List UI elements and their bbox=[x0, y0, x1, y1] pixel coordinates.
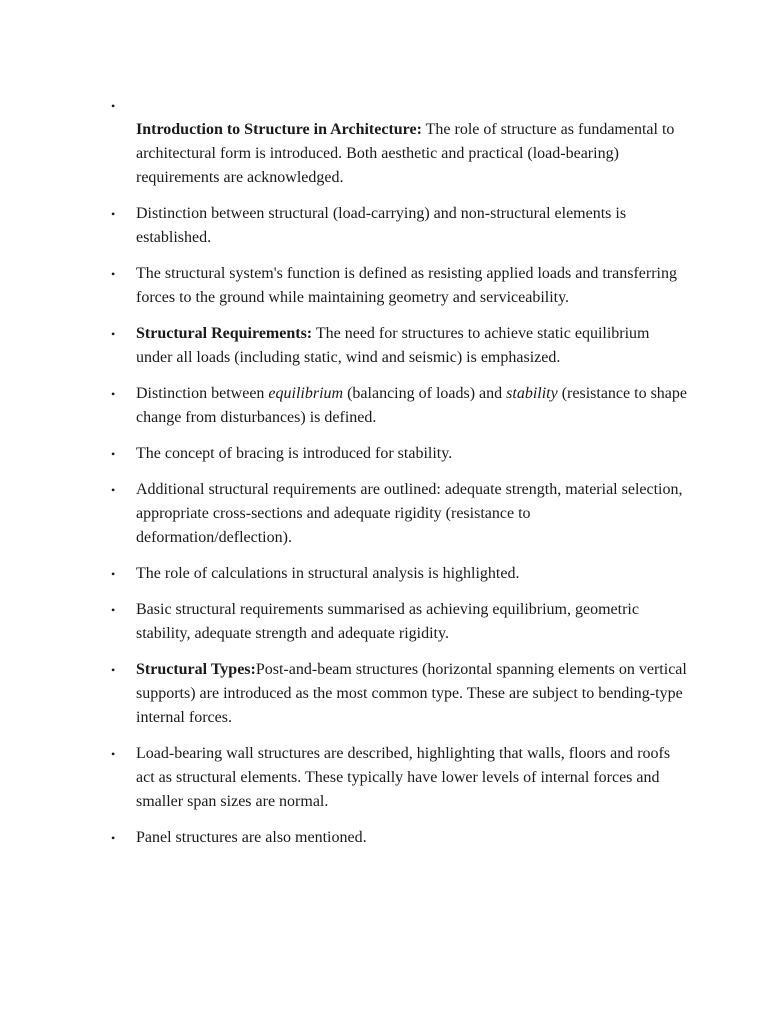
bullet-icon: • bbox=[111, 567, 116, 581]
list-item bbox=[108, 382, 688, 430]
list-item-text: Distinction between structural (load-carrying) and non-structural elements is established. bbox=[136, 205, 627, 246]
term-stability: stability bbox=[506, 385, 558, 402]
list-item bbox=[108, 562, 688, 586]
list-item-text: Basic structural requirements summarised as achieving equilibrium, geometric stability, adequate strength and adequate rigidity. bbox=[136, 601, 639, 642]
list-item bbox=[108, 202, 688, 250]
bullet-icon: • bbox=[111, 831, 116, 845]
list-item bbox=[108, 262, 688, 310]
list-item bbox=[108, 742, 688, 814]
bullet-list bbox=[108, 94, 688, 862]
list-item-text: (resistance to shape change from disturbances) is defined. bbox=[136, 385, 687, 426]
bullet-icon: • bbox=[111, 207, 116, 221]
bullet-icon: • bbox=[111, 387, 116, 401]
list-item-text: Distinction between bbox=[136, 385, 269, 402]
bullet-icon: • bbox=[111, 663, 116, 677]
bullet-icon: • bbox=[111, 747, 116, 761]
list-item bbox=[108, 598, 688, 646]
bullet-icon: • bbox=[111, 603, 116, 617]
list-item-text: The role of calculations in structural analysis is highlighted. bbox=[136, 565, 520, 582]
empty-line bbox=[136, 94, 688, 118]
list-item-text: The structural system's function is defined as resisting applied loads and transferring forces to the ground while maintaining geometry and serviceability. bbox=[136, 265, 677, 306]
list-item-text: The role of structure as fundamental to architectural form is introduced. Both aesthetic and practical (load-bearing) requirements are acknowledged. bbox=[136, 121, 675, 186]
list-item bbox=[108, 826, 688, 850]
bullet-icon: • bbox=[111, 447, 116, 461]
list-item bbox=[108, 94, 688, 190]
list-item-text: The concept of bracing is introduced for stability. bbox=[136, 445, 453, 462]
section-heading-requirements: Structural Requirements: bbox=[136, 325, 313, 342]
list-item-text: The need for structures to achieve static equilibrium under all loads (including static, wind and seismic) is emphasized. bbox=[136, 325, 650, 366]
section-heading-types: Structural Types: bbox=[136, 661, 256, 678]
bullet-icon: • bbox=[111, 99, 116, 113]
list-item-text: (balancing of loads) and bbox=[343, 385, 507, 402]
bullet-icon: • bbox=[111, 267, 116, 281]
list-item bbox=[108, 478, 688, 550]
term-equilibrium: equilibrium bbox=[268, 385, 344, 402]
list-item-text: Panel structures are also mentioned. bbox=[136, 829, 367, 846]
list-item-text: Post-and-beam structures (horizontal spanning elements on vertical supports) are introduced as the most common type. These are subject to bending-type internal forces. bbox=[136, 661, 687, 726]
section-heading-introduction: Introduction to Structure in Architecture: bbox=[136, 121, 422, 138]
bullet-icon: • bbox=[111, 327, 116, 341]
list-item-text: Additional structural requirements are outlined: adequate strength, material selection, appropriate cross-sections and adequate rigidity (resistance to deformation/deflection). bbox=[136, 481, 683, 546]
list-item bbox=[108, 658, 688, 730]
list-item bbox=[108, 442, 688, 466]
bullet-icon: • bbox=[111, 483, 116, 497]
list-item-text: Load-bearing wall structures are described, highlighting that walls, floors and roofs act as structural elements. These typically have lower levels of internal forces and smaller span sizes are normal. bbox=[136, 745, 671, 810]
list-item bbox=[108, 322, 688, 370]
